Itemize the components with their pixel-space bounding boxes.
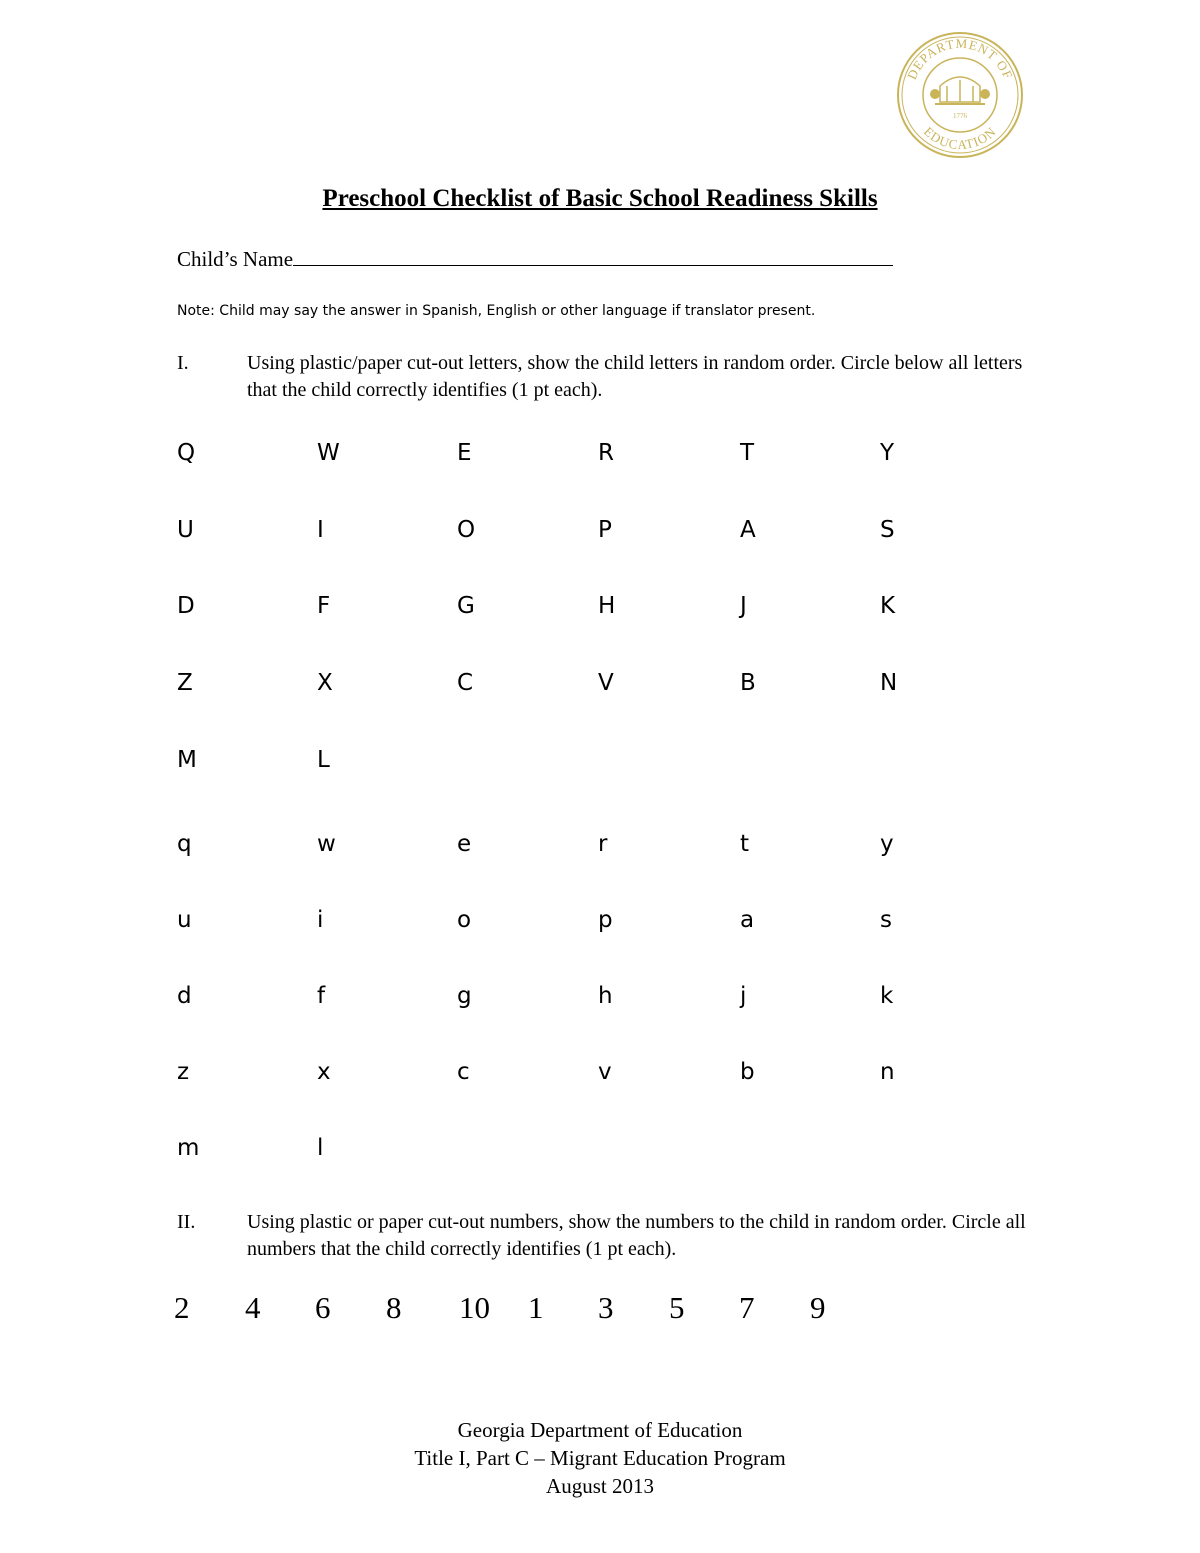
uppercase-letter-D[interactable]: D xyxy=(177,593,195,619)
footer-date: August 2013 xyxy=(546,1474,654,1498)
uppercase-letter-U[interactable]: U xyxy=(177,517,194,543)
section-1-numeral: I. xyxy=(177,352,189,374)
lowercase-letter-y[interactable]: y xyxy=(880,831,894,857)
number-7[interactable]: 7 xyxy=(739,1290,755,1325)
footer xyxy=(0,1416,1200,1500)
uppercase-letter-W[interactable]: W xyxy=(317,440,340,466)
lowercase-letter-a[interactable]: a xyxy=(740,907,755,933)
footer-organization: Georgia Department of Education xyxy=(457,1418,743,1442)
section-2-text: Using plastic or paper cut-out numbers, show the numbers to the child in random order. Circle all numbers that the child correctly identifies (1 pt each). xyxy=(247,1211,1026,1260)
number-6[interactable]: 6 xyxy=(315,1290,331,1325)
lowercase-letter-h[interactable]: h xyxy=(598,983,613,1009)
lowercase-letter-l[interactable]: l xyxy=(317,1135,324,1161)
lowercase-letter-b[interactable]: b xyxy=(740,1059,755,1085)
uppercase-letter-C[interactable]: C xyxy=(457,670,474,696)
lowercase-letter-o[interactable]: o xyxy=(457,907,472,933)
lowercase-letter-s[interactable]: s xyxy=(880,907,892,933)
lowercase-letter-t[interactable]: t xyxy=(740,831,750,857)
number-8[interactable]: 8 xyxy=(386,1290,402,1325)
lowercase-letter-k[interactable]: k xyxy=(880,983,894,1009)
section-2-numeral: II. xyxy=(177,1211,196,1233)
number-3[interactable]: 3 xyxy=(598,1290,614,1325)
lowercase-letter-c[interactable]: c xyxy=(457,1059,470,1085)
number-1[interactable]: 1 xyxy=(528,1290,544,1325)
lowercase-letter-g[interactable]: g xyxy=(457,983,472,1009)
name-underline xyxy=(293,251,893,266)
childs-name-label: Child’s Name xyxy=(177,247,294,271)
lowercase-letter-n[interactable]: n xyxy=(880,1059,895,1085)
uppercase-letter-O[interactable]: O xyxy=(457,517,476,543)
lowercase-letter-p[interactable]: p xyxy=(598,907,613,933)
lowercase-letter-i[interactable]: i xyxy=(317,907,324,933)
uppercase-letter-J[interactable]: J xyxy=(740,593,747,619)
childs-name-field[interactable] xyxy=(177,247,893,272)
lowercase-letter-m[interactable]: m xyxy=(177,1135,200,1161)
uppercase-letter-R[interactable]: R xyxy=(598,440,614,466)
uppercase-letter-K[interactable]: K xyxy=(880,593,896,619)
uppercase-letter-S[interactable]: S xyxy=(880,517,895,543)
svg-text:EDUCATION: EDUCATION xyxy=(920,123,1000,153)
uppercase-letter-N[interactable]: N xyxy=(880,670,898,696)
uppercase-letter-M[interactable]: M xyxy=(177,747,197,773)
uppercase-letter-A[interactable]: A xyxy=(740,517,756,543)
section-1-instructions xyxy=(177,350,1037,410)
uppercase-letter-E[interactable]: E xyxy=(457,440,472,466)
uppercase-letter-F[interactable]: F xyxy=(317,593,331,619)
footer-program: Title I, Part C – Migrant Education Program xyxy=(414,1446,786,1470)
lowercase-letter-f[interactable]: f xyxy=(317,983,326,1009)
uppercase-letter-T[interactable]: T xyxy=(740,440,755,466)
number-10[interactable]: 10 xyxy=(459,1290,490,1325)
lowercase-letter-z[interactable]: z xyxy=(177,1059,190,1085)
uppercase-letter-L[interactable]: L xyxy=(317,747,330,773)
uppercase-letter-P[interactable]: P xyxy=(598,517,612,543)
lowercase-letter-e[interactable]: e xyxy=(457,831,472,857)
section-2-instructions xyxy=(177,1209,1037,1269)
lowercase-letter-v[interactable]: v xyxy=(598,1059,612,1085)
lowercase-letter-q[interactable]: q xyxy=(177,831,192,857)
lowercase-letter-u[interactable]: u xyxy=(177,907,192,933)
uppercase-letter-I[interactable]: I xyxy=(317,517,324,543)
lowercase-letter-j[interactable]: j xyxy=(740,983,747,1009)
uppercase-letter-Q[interactable]: Q xyxy=(177,440,196,466)
number-9[interactable]: 9 xyxy=(810,1290,826,1325)
number-2[interactable]: 2 xyxy=(174,1290,190,1325)
section-1-text: Using plastic/paper cut-out letters, show the child letters in random order. Circle below all letters that the child correctly identifies (1 pt each). xyxy=(247,352,1023,401)
lowercase-letter-r[interactable]: r xyxy=(598,831,608,857)
uppercase-letter-V[interactable]: V xyxy=(598,670,614,696)
page-title: Preschool Checklist of Basic School Readiness Skills xyxy=(322,185,878,212)
uppercase-letter-Y[interactable]: Y xyxy=(880,440,895,466)
lowercase-letter-x[interactable]: x xyxy=(317,1059,331,1085)
uppercase-letter-Z[interactable]: Z xyxy=(177,670,193,696)
uppercase-letter-H[interactable]: H xyxy=(598,593,616,619)
lowercase-letter-w[interactable]: w xyxy=(317,831,336,857)
uppercase-letter-X[interactable]: X xyxy=(317,670,333,696)
department-of-education-seal xyxy=(895,30,1025,160)
svg-text:DEPARTMENT OF: DEPARTMENT OF xyxy=(904,35,1016,82)
uppercase-letter-B[interactable]: B xyxy=(740,670,756,696)
uppercase-letter-G[interactable]: G xyxy=(457,593,475,619)
translator-note: Note: Child may say the answer in Spanish, English or other language if translator present. xyxy=(177,303,816,319)
number-5[interactable]: 5 xyxy=(669,1290,685,1325)
number-4[interactable]: 4 xyxy=(245,1290,261,1325)
lowercase-letter-d[interactable]: d xyxy=(177,983,192,1009)
svg-text:1776: 1776 xyxy=(953,112,967,120)
